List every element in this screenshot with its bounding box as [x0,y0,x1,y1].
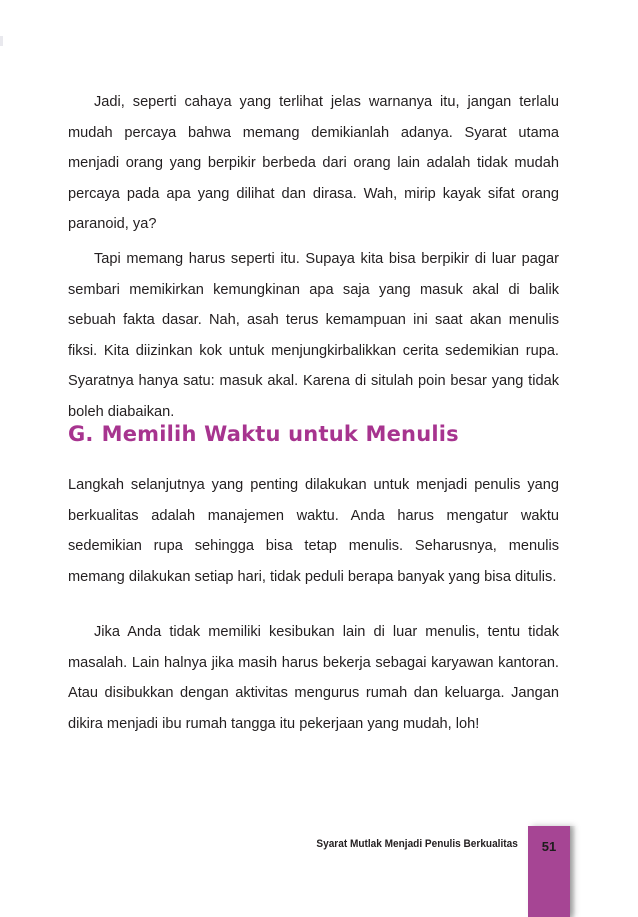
page-number-tab [528,826,570,917]
paragraph-paranoid: Jadi, seperti cahaya yang terlihat jelas warnanya itu, jangan terlalu mudah percaya bahwa memang demikianlah adanya. Syarat utama menjadi orang yang berpikir berbeda dari orang lain adalah tidak mudah percaya pada apa yang dilihat dan dirasa. Wah, mirip kayak sifat orang paranoid, ya? [68,94,559,232]
paragraph-think-outside: Tapi memang harus seperti itu. Supaya kita bisa berpikir di luar pagar sembari memikirkan kemungkinan apa saja yang masuk akal di balik sebuah fakta dasar. Nah, asah terus kemampuan ini saat akan menulis fiksi. Kita diizinkan kok untuk menjungkirbalikkan cerita sedemikian rupa. Syaratnya hanya satu: masuk akal. Karena di situlah poin besar yang tidak boleh diabaikan. [68,251,559,420]
page-number: 51 [541,839,557,854]
running-footer-title: Syarat Mutlak Menjadi Penulis Berkualitas [316,838,518,850]
section-heading [68,422,459,446]
page-edge-mark [0,36,3,46]
paragraph-time-management: Langkah selanjutnya yang penting dilakukan untuk menjadi penulis yang berkualitas adalah manajemen waktu. Anda harus mengatur waktu sedemikian rupa sehingga bisa tetap menulis. Seharusnya, menulis memang dilakukan setiap hari, tidak peduli berapa banyak yang bisa ditulis. [68,477,559,585]
section-title: Memilih Waktu untuk Menulis [101,422,459,446]
paragraph-busy-schedule: Jika Anda tidak memiliki kesibukan lain di luar menulis, tentu tidak masalah. Lain halnya jika masih harus bekerja sebagai karyawan kantoran. Atau disibukkan dengan aktivitas mengurus rumah dan keluarga. Jangan dikira menjadi ibu rumah tangga itu pekerjaan yang mudah, loh! [68,624,559,732]
section-letter: G. [68,422,94,446]
page-tab-shadow [570,826,576,917]
